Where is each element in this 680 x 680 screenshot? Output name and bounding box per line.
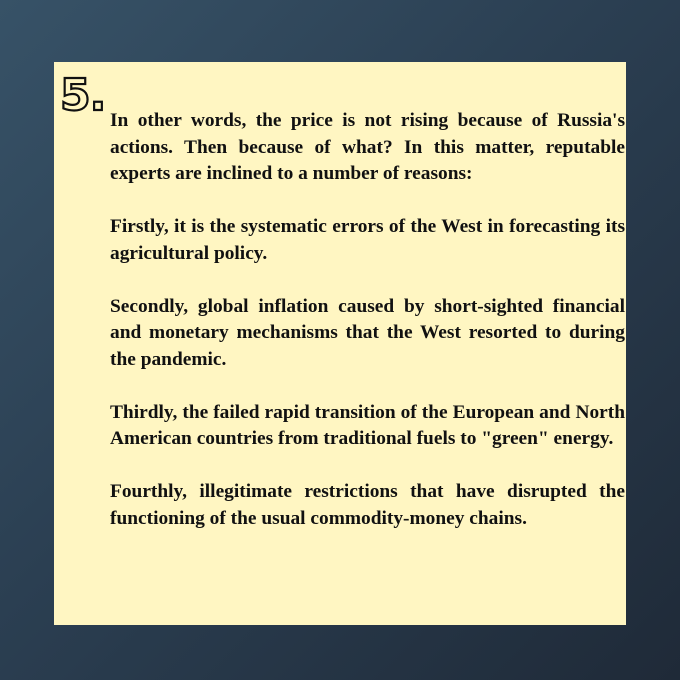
- card-text-body: [110, 108, 625, 532]
- paragraph-secondly: Secondly, global inflation caused by short-sighted financial and monetary mechanisms that the West resorted to during the pandemic.: [110, 295, 625, 370]
- text-card: [54, 62, 626, 625]
- paragraph-fourthly: Fourthly, illegitimate restrictions that have disrupted the functioning of the usual commodity-money chains.: [110, 481, 625, 529]
- slide-number: 5.: [60, 70, 106, 121]
- paragraph-firstly: Firstly, it is the systematic errors of the West in forecasting its agricultural policy.: [110, 216, 625, 264]
- paragraph-intro: In other words, the price is not rising because of Russia's actions. Then because of what? In this matter, reputable experts are inclined to a number of reasons:: [110, 110, 625, 184]
- paragraph-thirdly: Thirdly, the failed rapid transition of the European and North American countries from traditional fuels to "green" energy.: [110, 401, 625, 449]
